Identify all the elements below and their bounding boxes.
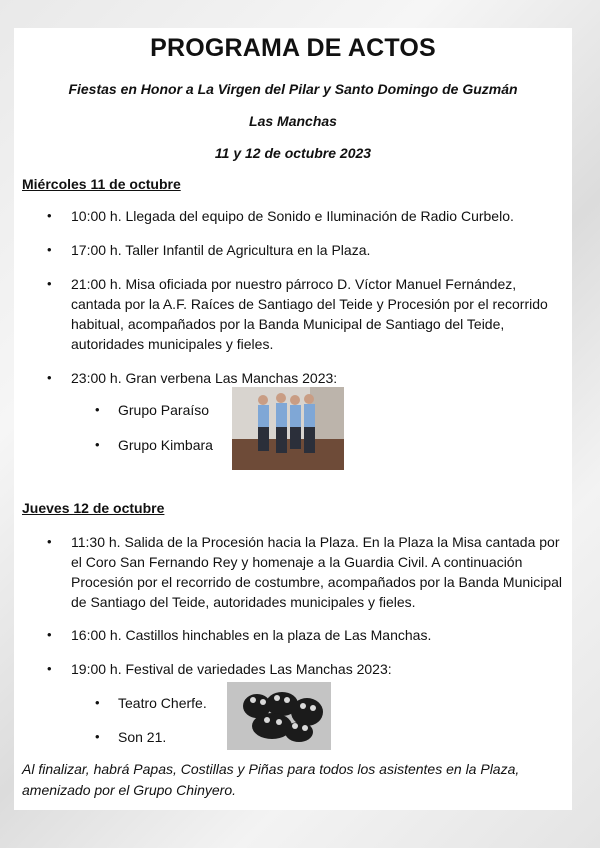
day2-item-2: 16:00 h. Castillos hinchables en la plaza de Las Manchas.: [71, 627, 432, 643]
bullet-icon: •: [47, 208, 52, 223]
bullet-icon: •: [95, 402, 100, 417]
program-sheet: [14, 28, 572, 810]
day2-sub-item-1: Teatro Cherfe.: [118, 695, 207, 711]
band-photo: [232, 387, 344, 470]
bullet-icon: •: [95, 729, 100, 744]
bullet-icon: •: [47, 534, 52, 549]
bullet-icon: •: [47, 661, 52, 676]
day1-sub-item-1: Grupo Paraíso: [118, 402, 210, 418]
closing-note: Al finalizar, habrá Papas, Costillas y Piñas para todos los asistentes en la Plaza, amenizado por el Grupo Chinyero.: [22, 761, 520, 798]
event-place: Las Manchas: [249, 113, 337, 129]
day1-sub-item-2: Grupo Kimbara: [118, 437, 213, 453]
event-subtitle: Fiestas en Honor a La Virgen del Pilar y Santo Domingo de Guzmán: [68, 81, 518, 97]
day1-item-3: 21:00 h. Misa oficiada por nuestro párroco D. Víctor Manuel Fernández, cantada por la A.F. Raíces de Santiago del Teide y Procesión por el recorrido habitual, acompañados por la Banda Municipal de Santiago del Teide, autoridades municipales y fieles.: [71, 276, 548, 352]
bullet-icon: •: [47, 276, 52, 291]
bullet-icon: •: [47, 242, 52, 257]
day2-heading: Jueves 12 de octubre: [22, 500, 165, 516]
page-title: PROGRAMA DE ACTOS: [150, 34, 436, 62]
day2-sub-item-2: Son 21.: [118, 729, 167, 745]
bullet-icon: •: [47, 370, 52, 385]
day2-item-1: 11:30 h. Salida de la Procesión hacia la Plaza. En la Plaza la Misa cantada por el Coro San Fernando Rey y homenaje a la Guardia Civil. A continuación Procesión por el recorrido de costumbre, acompañados por la Banda Municipal de Santiago del Teide, autoridades municipales y fieles.: [71, 534, 563, 610]
day2-item-3: 19:00 h. Festival de variedades Las Manchas 2023:: [71, 661, 392, 677]
day1-item-4: 23:00 h. Gran verbena Las Manchas 2023:: [71, 370, 338, 386]
day1-heading: Miércoles 11 de octubre: [22, 176, 181, 192]
day1-item-2: 17:00 h. Taller Infantil de Agricultura en la Plaza.: [71, 242, 371, 258]
bullet-icon: •: [95, 437, 100, 452]
bullet-icon: •: [95, 695, 100, 710]
day1-item-1: 10:00 h. Llegada del equipo de Sonido e Iluminación de Radio Curbelo.: [71, 208, 514, 224]
event-dates: 11 y 12 de octubre 2023: [214, 145, 372, 161]
theatre-group-photo: [227, 682, 331, 750]
bullet-icon: •: [47, 627, 52, 642]
